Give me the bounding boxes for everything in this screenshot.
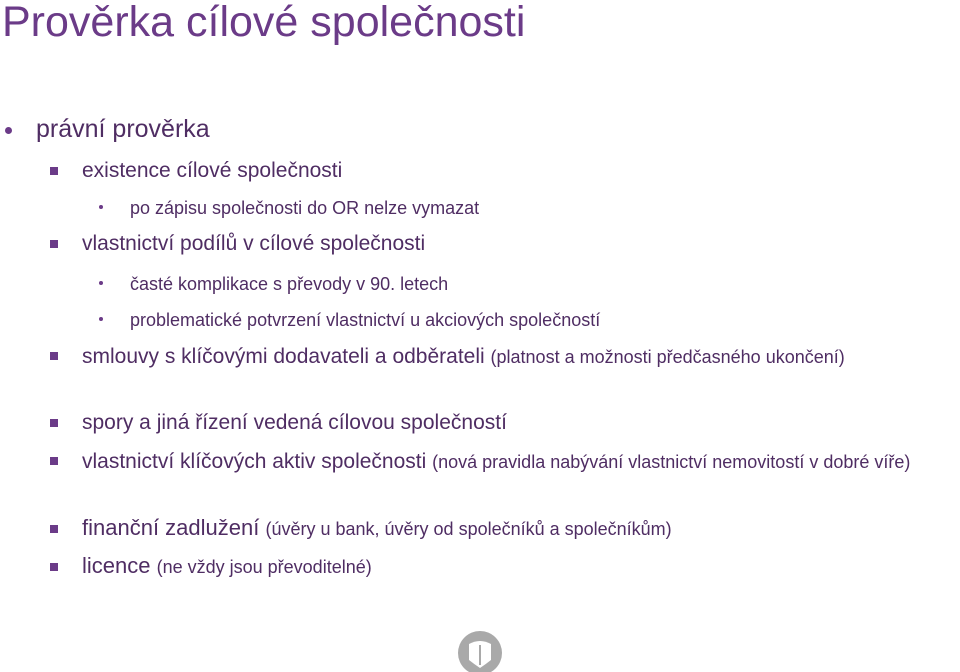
item-aktiva-main: vlastnictví klíčových aktiv společnosti: [82, 450, 427, 473]
item-licence-note: (ne vždy jsou převoditelné): [156, 557, 372, 577]
item-spory: spory a jiná řízení vedená cílovou společností: [82, 411, 507, 434]
square-bullet: [50, 352, 58, 360]
item-aktiva-note: (nová pravidla nabývání vlastnictví nemovitostí v dobré víře): [432, 452, 911, 472]
logo-emblem-icon: [458, 631, 502, 672]
subitem-existence: po zápisu společnosti do OR nelze vymazat: [130, 198, 480, 218]
square-bullet: [50, 457, 58, 465]
subitem-podily-2: problematické potvrzení vlastnictví u akciových společností: [130, 310, 601, 330]
sub-bullet: [99, 281, 103, 285]
bullet-dot: [5, 127, 12, 134]
item-zadluzeni-main: finanční zadlužení: [82, 515, 260, 540]
item-smlouvy: [82, 343, 958, 371]
square-bullet: [50, 525, 58, 533]
item-smlouvy-note: (platnost a možnosti předčasného ukončení): [490, 347, 845, 367]
item-licence-main: licence: [82, 553, 151, 578]
square-bullet: [50, 240, 58, 248]
item-smlouvy-main: smlouvy s klíčovými dodavateli a odběrateli: [82, 345, 485, 368]
sub-bullet: [99, 205, 103, 209]
sub-bullet: [99, 317, 103, 321]
bullet-pravni-proverka: právní prověrka: [36, 115, 210, 143]
square-bullet: [50, 167, 58, 175]
square-bullet: [50, 563, 58, 571]
page-title: Prověrka cílové společnosti: [2, 0, 526, 46]
item-aktiva: [82, 448, 958, 476]
item-zadluzeni: [82, 515, 672, 542]
item-zadluzeni-note: (úvěry u bank, úvěry od společníků a společníkům): [265, 519, 672, 539]
square-bullet: [50, 419, 58, 427]
item-existence: existence cílové společnosti: [82, 159, 343, 182]
logo-icon: [458, 631, 502, 672]
subitem-podily-1: časté komplikace s převody v 90. letech: [130, 274, 449, 294]
item-podily: vlastnictví podílů v cílové společnosti: [82, 232, 426, 255]
item-licence: [82, 553, 372, 580]
